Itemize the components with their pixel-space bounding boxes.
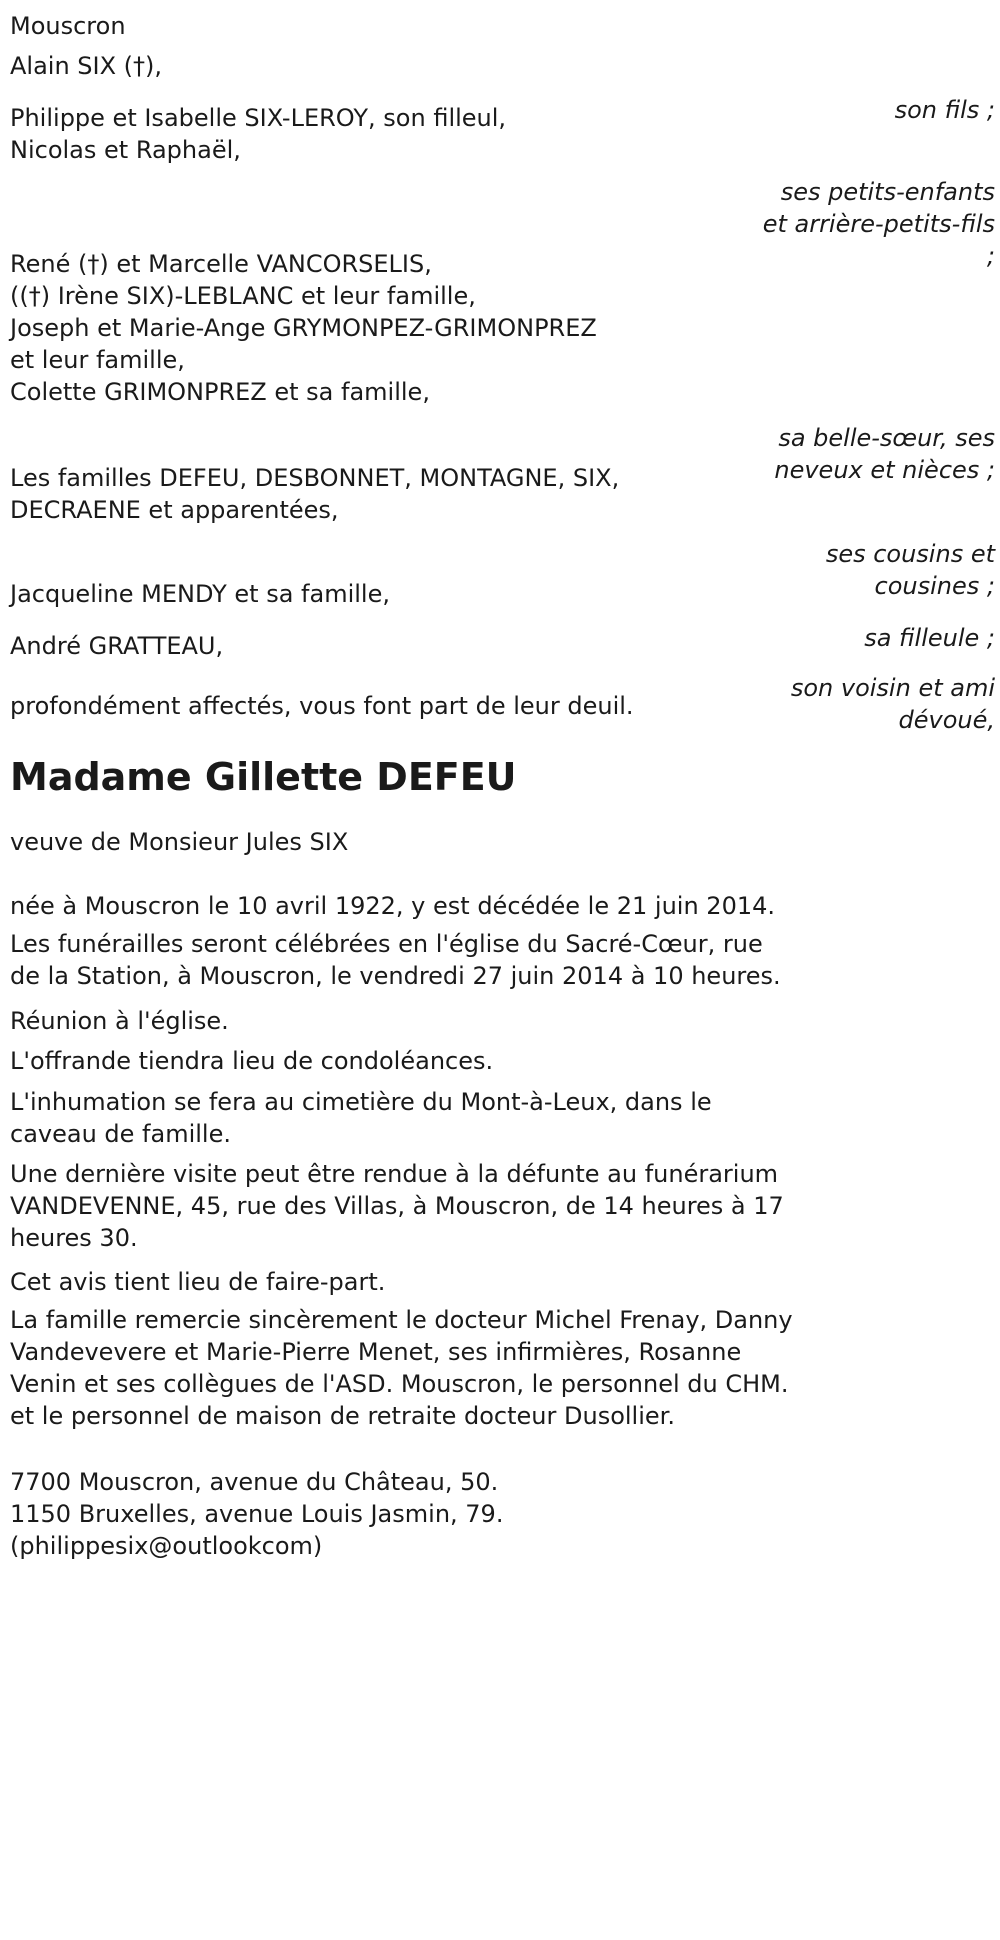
family-line-grandchildren: Nicolas et Raphaël, [10, 136, 241, 164]
role-cousins-1: ses cousins et [825, 540, 995, 568]
role-goddaughter: sa filleule ; [864, 624, 995, 652]
birth-death-line: née à Mouscron le 10 avril 1922, y est décédée le 21 juin 2014. [10, 892, 775, 920]
closing-line: profondément affectés, vous font part de leur deuil. [10, 692, 634, 720]
contact-email: (philippesix@outlookcom) [10, 1532, 323, 1560]
funeral-paragraph: Les funérailles seront célébrées en l'église du Sacré-Cœur, rue de la Station, à Mouscron, le vendredi 27 juin 2014 à 10 heures. [10, 930, 781, 990]
family-line-vancorselis: René (†) et Marcelle VANCORSELIS, [10, 250, 432, 278]
widow-line: veuve de Monsieur Jules SIX [10, 828, 349, 856]
role-neighbor-1: son voisin et ami [790, 674, 995, 702]
family-line-leblanc: ((†) Irène SIX)-LEBLANC et leur famille, [10, 282, 476, 310]
thanks-paragraph: La famille remercie sincèrement le docteur Michel Frenay, Danny Vandevevere et Marie-Pierre Menet, ses infirmières, Rosanne Venin et ses collègues de l'ASD. Mouscron, le personnel du CHM. et le personnel de maison de retraite docteur Dusollier. [10, 1306, 793, 1430]
notice-line: Cet avis tient lieu de faire-part. [10, 1268, 386, 1296]
family-line-son: Alain SIX (†), [10, 52, 163, 80]
family-line-mendy: Jacqueline MENDY et sa famille, [10, 580, 390, 608]
role-grandchildren-1: ses petits-enfants [780, 178, 995, 206]
family-line-families: Les familles DEFEU, DESBONNET, MONTAGNE, SIX, [10, 464, 620, 492]
family-line-grymonpez-family: et leur famille, [10, 346, 185, 374]
role-sister-in-law-2: neveux et nièces ; [774, 456, 995, 484]
role-neighbor-2: dévoué, [898, 706, 995, 734]
address-bruxelles: 1150 Bruxelles, avenue Louis Jasmin, 79. [10, 1500, 504, 1528]
burial-paragraph: L'inhumation se fera au cimetière du Mont-à-Leux, dans le caveau de famille. [10, 1088, 712, 1148]
role-cousins-2: cousines ; [874, 572, 995, 600]
family-line-grimonprez: Colette GRIMONPREZ et sa famille, [10, 378, 430, 406]
city-header: Mouscron [10, 12, 126, 40]
family-line-decraene: DECRAENE et apparentées, [10, 496, 339, 524]
role-grandchildren-2: et arrière-petits-fils [762, 210, 995, 238]
family-line-grymonpez: Joseph et Marie-Ange GRYMONPEZ-GRIMONPREZ [10, 314, 597, 342]
meeting-line: Réunion à l'église. [10, 1007, 229, 1035]
offering-line: L'offrande tiendra lieu de condoléances. [10, 1047, 494, 1075]
role-sister-in-law-1: sa belle-sœur, ses [778, 424, 995, 452]
deceased-name: Madame Gillette DEFEU [10, 755, 517, 799]
family-line-godson: Philippe et Isabelle SIX-LEROY, son filleul, [10, 104, 507, 132]
family-line-gratteau: André GRATTEAU, [10, 632, 224, 660]
role-son: son fils ; [894, 96, 995, 124]
role-grandchildren-3: ; [986, 242, 995, 270]
visit-paragraph: Une dernière visite peut être rendue à la défunte au funérarium VANDEVENNE, 45, rue des Villas, à Mouscron, de 14 heures à 17 heures 30. [10, 1160, 784, 1252]
address-mouscron: 7700 Mouscron, avenue du Château, 50. [10, 1468, 499, 1496]
